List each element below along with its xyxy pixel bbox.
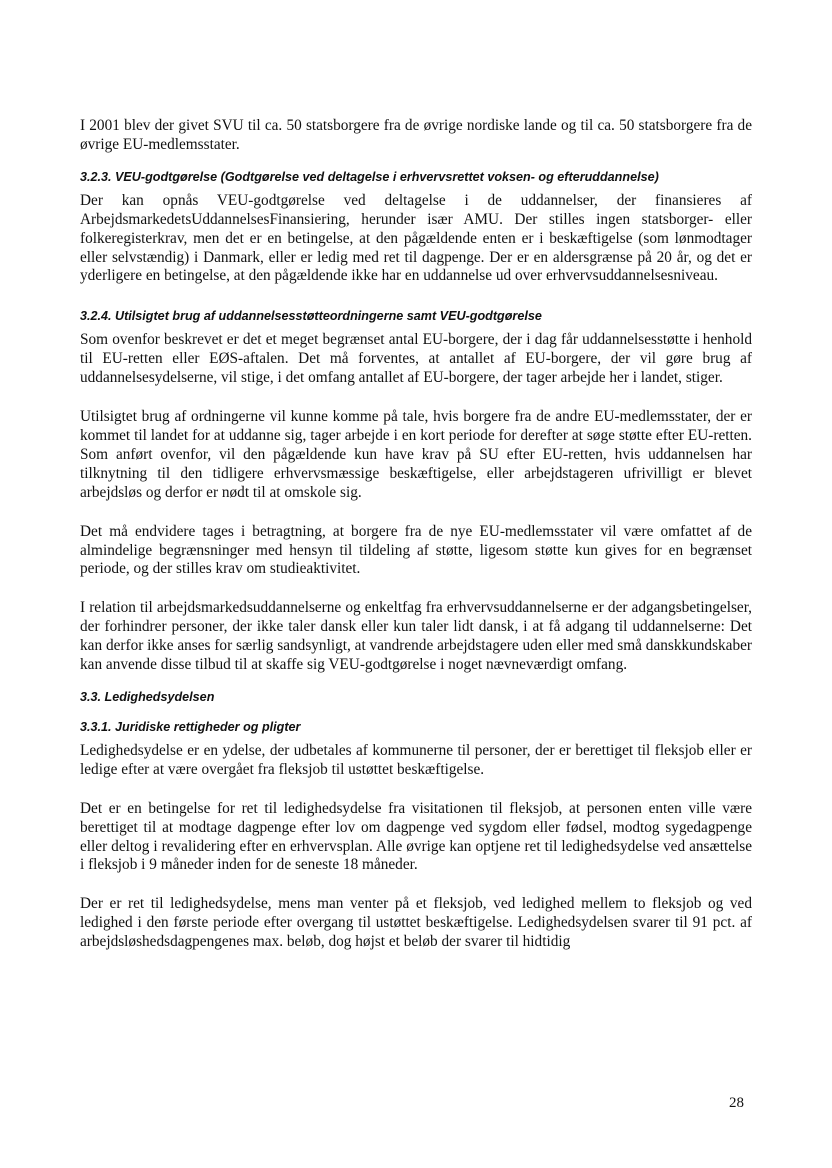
paragraph-eu-borgere: Som ovenfor beskrevet er det et meget begrænset antal EU-borgere, der i dag får uddannelsesstøtte i henhold til EU-retten eller EØS-aftalen. Det må forventes, at antallet af EU-borgere, der vil gøre brug af uddannelsesydelserne, vil stige, i det omfang antallet af EU-borgere, der tager arbejde her i landet, stiger. — [80, 331, 752, 387]
heading-3-3: 3.3. Ledighedsydelsen — [80, 689, 215, 704]
heading-3-2-3: 3.2.3. VEU-godtgørelse (Godtgørelse ved deltagelse i erhvervsrettet voksen- og efteruddannelse) — [80, 169, 659, 184]
paragraph-utilsigtet-brug: Utilsigtet brug af ordningerne vil kunne komme på tale, hvis borgere fra de andre EU-medlemsstater, der er kommet til landet for at uddanne sig, tager arbejde i en kort periode for derefter at søge støtte efter EU-retten. Som anført ovenfor, vil den pågældende kun have krav på SU efter EU-retten, hvis uddannelsen har tilknytning til den tidligere erhvervsmæssige beskæftigelse, eller arbejdstageren ufrivilligt er blevet arbejdsløs og derfor er nødt til at omskole sig. — [80, 408, 752, 501]
paragraph-arbejdsmarkedsuddannelser: I relation til arbejdsmarkedsuddannelserne og enkeltfag fra erhvervsuddannelserne er der adgangsbetingelser, der forhindrer personer, der ikke taler dansk eller kun taler lidt dansk, i at få adgang til uddannelserne: Det kan derfor ikke anses for særlig sandsynligt, at vandrende arbejdstagere uden eller med små danskkundskaber kan anvende disse tilbud til at skaffe sig VEU-godtgørelse i noget nævneværdigt omfang. — [80, 599, 752, 674]
paragraph-svu-2001: I 2001 blev der givet SVU til ca. 50 statsborgere fra de øvrige nordiske lande og til ca. 50 statsborgere fra de øvrige EU-medlemsstater. — [80, 117, 752, 153]
paragraph-ret-til-ledighedsydelse: Der er ret til ledighedsydelse, mens man venter på et fleksjob, ved ledighed mellem to fleksjob og ved ledighed i den første periode efter overgang til ustøttet beskæftigelse. Ledighedsydelsen svarer til 91 pct. af arbejdsløshedsdagpengenes max. beløb, dog højst et beløb der svarer til hidtidig — [80, 895, 752, 951]
paragraph-nye-medlemsstater: Det må endvidere tages i betragtning, at borgere fra de nye EU-medlemsstater vil være omfattet af de almindelige begrænsninger med hensyn til tildeling af støtte, ligesom støtte kun gives for en begrænset periode, og der stilles krav om studieaktivitet. — [80, 522, 752, 578]
heading-3-3-1: 3.3.1. Juridiske rettigheder og pligter — [80, 719, 301, 734]
paragraph-veu-godtgoerelse: Der kan opnås VEU-godtgørelse ved deltagelse i de uddannelser, der finansieres af ArbejdsmarkedetsUddannelsesFinansiering, herunder især AMU. Der stilles ingen statsborger- eller folkeregisterkrav, men det er en betingelse, at den pågældende enten er i beskæftigelse (som lønmodtager eller selvstændig) i Danmark, eller er ledig med ret til dagpenge. Der er en aldersgrænse på 20 år, og det er yderligere en betingelse, at den pågældende ikke har en uddannelse ud over erhvervsuddannelsesniveau. — [80, 191, 752, 285]
page-content — [80, 117, 752, 952]
paragraph-betingelse: Det er en betingelse for ret til ledighedsydelse fra visitationen til fleksjob, at personen enten ville være berettiget til at modtage dagpenge efter lov om dagpenge ved sygdom eller fødsel, modtog sygedagpenge eller deltog i revalidering efter en erhvervsplan. Alle øvrige kan optjene ret til ledighedsydelse ved ansættelse i fleksjob i 9 måneder inden for de seneste 18 måneder. — [80, 799, 752, 874]
page-number: 28 — [729, 1095, 744, 1111]
heading-3-2-4: 3.2.4. Utilsigtet brug af uddannelsesstøtteordningerne samt VEU-godtgørelse — [80, 309, 542, 324]
paragraph-ledighedsydelse-definition: Ledighedsydelse er en ydelse, der udbetales af kommunerne til personer, der er berettiget til fleksjob eller er ledige efter at være overgået fra fleksjob til ustøttet beskæftigelse. — [80, 741, 752, 778]
